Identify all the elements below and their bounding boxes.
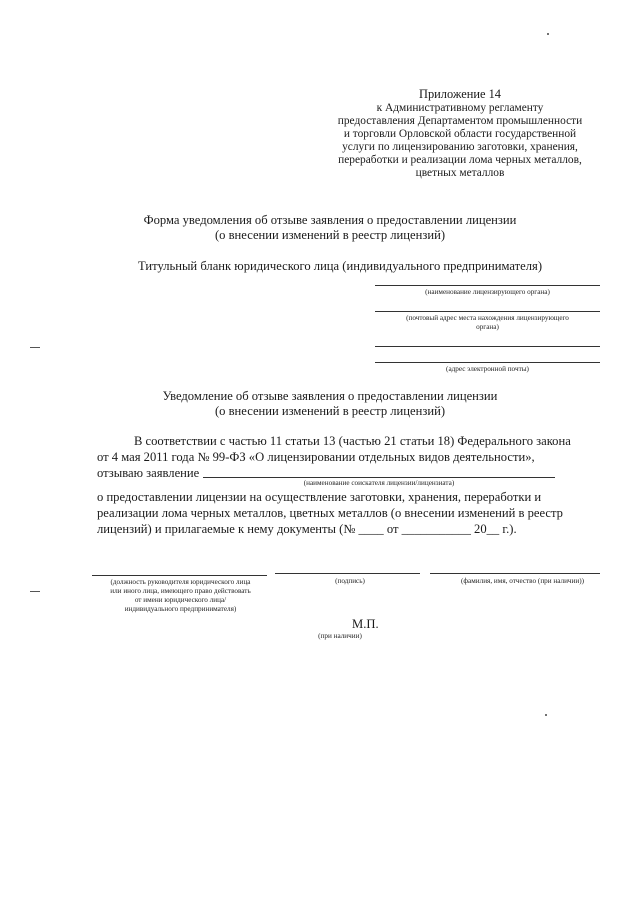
- caption-position-3: от имени юридического лица/: [134, 596, 227, 604]
- notice-title: [60, 389, 600, 419]
- caption-position-4: индивидуального предпринимателя): [124, 605, 237, 613]
- org-address-line[interactable]: [375, 311, 600, 312]
- applicant-name-line[interactable]: [203, 477, 555, 478]
- title-blank-heading: Титульный бланк юридического лица (индивидуального предпринимателя): [138, 259, 543, 273]
- appendix-line-6: переработки и реализации лома черных металлов,: [338, 154, 582, 166]
- appendix-line-1: Приложение 14: [419, 87, 501, 101]
- caption-email: (адрес электронной почты): [446, 365, 529, 373]
- scan-mark: [30, 347, 40, 348]
- body-p1-line-1: В соответствии с частью 11 статьи 13 (частью 21 статьи 18) Федерального закона: [134, 434, 571, 448]
- caption-position: [88, 578, 273, 614]
- appendix-line-2: к Административному регламенту: [376, 102, 544, 114]
- caption-signature: (подпись): [335, 577, 365, 585]
- form-title-line-1: Форма уведомления об отзыве заявления о предоставлении лицензии: [143, 213, 517, 227]
- appendix-header: [330, 88, 590, 180]
- body-p1-line-3: отзываю заявление: [97, 466, 200, 480]
- caption-org-address: [375, 314, 600, 332]
- scan-speck: [547, 33, 549, 35]
- body-p1-line-2: от 4 мая 2011 года № 99-ФЗ «О лицензировании отдельных видов деятельности»,: [97, 450, 535, 464]
- body-p2-line-3: лицензий) и прилагаемые к нему документы (№ ____ от ___________ 20__ г.).: [97, 522, 517, 536]
- caption-position-2: или иного лица, имеющего право действовать: [110, 587, 251, 595]
- position-line[interactable]: [92, 575, 267, 576]
- scan-mark: [30, 591, 40, 592]
- body-p2-line-2: реализации лома черных металлов, цветных металлов (о внесении изменений в реестр: [97, 506, 563, 520]
- caption-full-name: (фамилия, имя, отчество (при наличии)): [460, 577, 585, 585]
- caption-org-address-1: (почтовый адрес места нахождения лицензирующего: [406, 314, 569, 322]
- notice-title-line-2: (о внесении изменений в реестр лицензий): [214, 404, 446, 418]
- appendix-line-5: услуги по лицензированию заготовки, хранения,: [342, 141, 578, 153]
- scan-speck: [545, 714, 547, 716]
- org-name-line[interactable]: [375, 285, 600, 286]
- notice-title-line-1: Уведомление об отзыве заявления о предоставлении лицензии: [162, 389, 498, 403]
- stamp-note: (при наличии): [318, 632, 362, 640]
- org-address-line-2[interactable]: [375, 346, 600, 347]
- appendix-line-3: предоставления Департаментом промышленности: [337, 115, 583, 127]
- caption-org-name: (наименование лицензирующего органа): [425, 288, 550, 296]
- caption-position-1: (должность руководителя юридического лица: [110, 578, 251, 586]
- stamp-label: М.П.: [352, 617, 379, 631]
- caption-applicant: (наименование соискателя лицензии/лицензиата): [303, 479, 455, 487]
- form-title-line-2: (о внесении изменений в реестр лицензий): [214, 228, 446, 242]
- email-line[interactable]: [375, 362, 600, 363]
- body-p2-line-1: о предоставлении лицензии на осуществление заготовки, хранения, переработки и: [97, 490, 542, 504]
- appendix-line-4: и торговли Орловской области государственной: [343, 128, 577, 140]
- form-title: [60, 213, 600, 243]
- full-name-line[interactable]: [430, 573, 600, 574]
- signature-line[interactable]: [275, 573, 420, 574]
- appendix-line-7: цветных металлов: [415, 167, 505, 179]
- caption-org-address-2: органа): [476, 323, 499, 331]
